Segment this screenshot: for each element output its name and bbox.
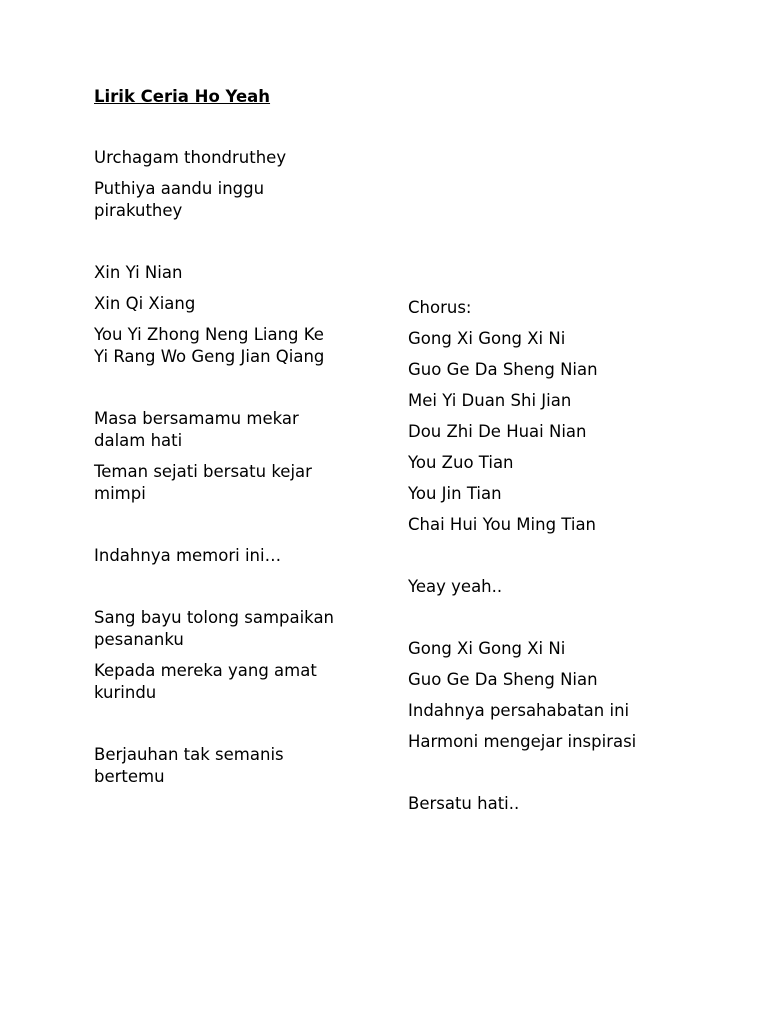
lyric-line: Xin Yi Nian bbox=[94, 263, 183, 282]
lyric-line: Gong Xi Gong Xi Ni bbox=[408, 639, 566, 658]
lyric-line: Masa bersamamu mekar dalam hati bbox=[94, 409, 299, 450]
lyric-line: Urchagam thondruthey bbox=[94, 148, 287, 167]
lyric-line: Chai Hui You Ming Tian bbox=[408, 515, 597, 534]
lyrics-title: Lirik Ceria Ho Yeah bbox=[94, 87, 271, 106]
lyric-line: Xin Qi Xiang bbox=[94, 294, 196, 313]
lyric-line: Guo Ge Da Sheng Nian bbox=[408, 360, 598, 379]
lyric-line: Kepada mereka yang amat kurindu bbox=[94, 661, 317, 702]
lyric-line: Gong Xi Gong Xi Ni bbox=[408, 329, 566, 348]
lyric-line: Indahnya memori ini… bbox=[94, 546, 282, 565]
lyric-line: Berjauhan tak semanis bertemu bbox=[94, 745, 284, 786]
chorus-label: Chorus: bbox=[408, 298, 472, 317]
lyric-line: Guo Ge Da Sheng Nian bbox=[408, 670, 598, 689]
lyric-line: Sang bayu tolong sampaikan pesananku bbox=[94, 608, 335, 649]
lyric-line: Puthiya aandu inggu pirakuthey bbox=[94, 179, 265, 220]
lyric-line: Yeay yeah.. bbox=[408, 577, 503, 596]
lyrics-right-column bbox=[408, 297, 728, 815]
lyric-line: You Zuo Tian bbox=[408, 453, 514, 472]
lyric-line: Indahnya persahabatan ini bbox=[408, 701, 630, 720]
lyrics-left-column bbox=[94, 147, 369, 788]
lyric-line: Bersatu hati.. bbox=[408, 794, 520, 813]
lyric-line: You Jin Tian bbox=[408, 484, 502, 503]
lyric-line: Harmoni mengejar inspirasi bbox=[408, 732, 637, 751]
lyric-line: You Yi Zhong Neng Liang Ke Yi Rang Wo Geng Jian Qiang bbox=[94, 325, 325, 366]
lyric-line: Dou Zhi De Huai Nian bbox=[408, 422, 587, 441]
lyric-line: Mei Yi Duan Shi Jian bbox=[408, 391, 572, 410]
lyric-line: Teman sejati bersatu kejar mimpi bbox=[94, 462, 312, 503]
